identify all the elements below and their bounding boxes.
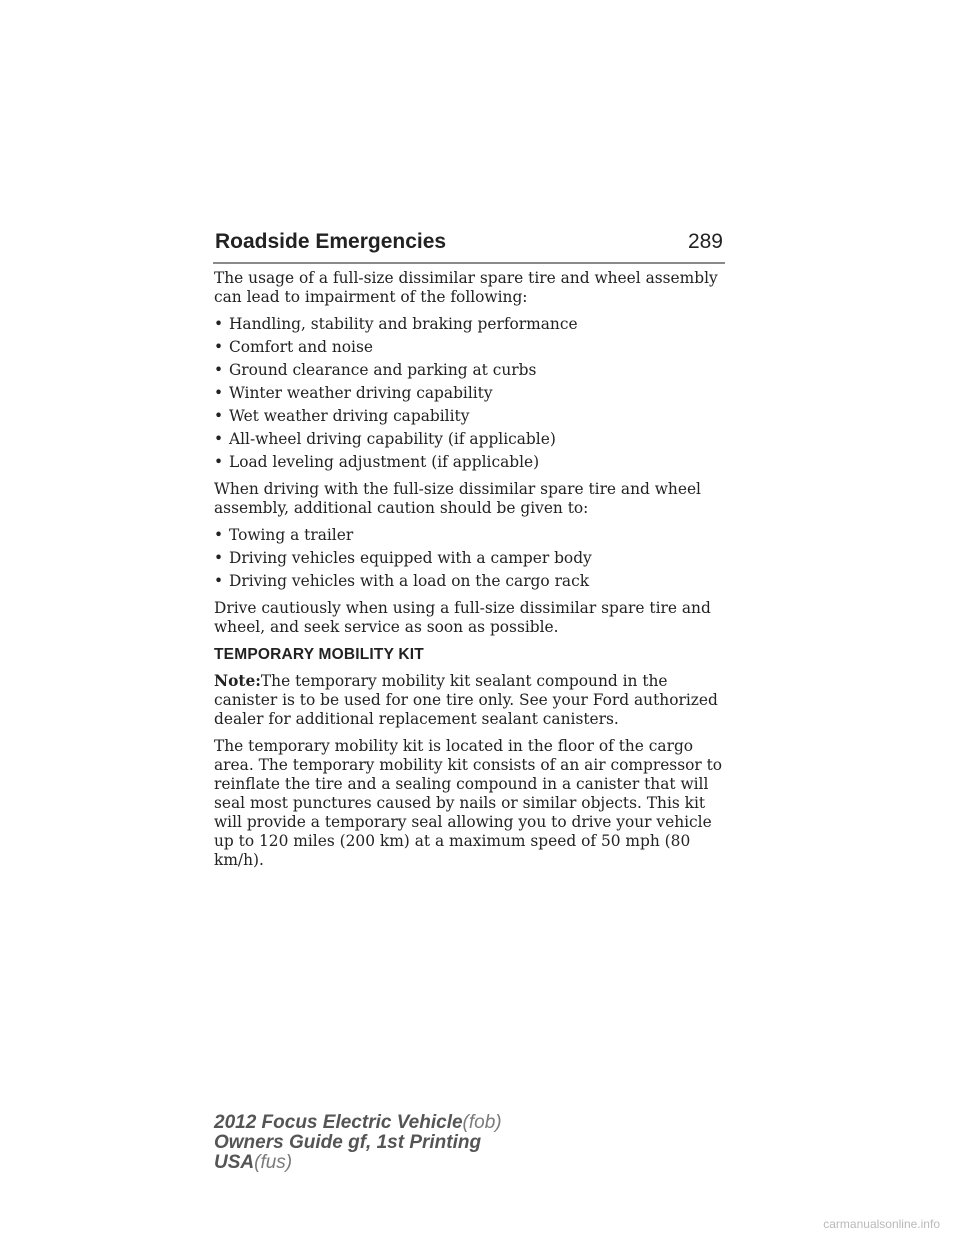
bullet-icon: • [214,338,224,356]
note-text: The temporary mobility kit sealant compound in the canister is to be used for one tire only. See your Ford authorized dealer for additional replacement sealant canisters. [214,672,718,728]
bullet-icon: • [214,549,224,567]
note-paragraph [214,672,726,729]
page-title: Roadside Emergencies [215,230,447,253]
bullet-icon: • [214,407,224,425]
print-footer [214,1113,502,1173]
mobility-kit-paragraph: The temporary mobility kit is located in the floor of the cargo area. The temporary mobility kit consists of an air compressor to reinflate the tire and a sealing compound in a canister that will seal most punctures caused by nails or similar objects. This kit will provide a temporary seal allowing you to drive your vehicle up to 120 miles (200 km) at a maximum speed of 50 mph (80 km/h). [214,737,723,869]
list-item: • Ground clearance and parking at curbs [214,361,537,379]
list-item: • Driving vehicles with a load on the cargo rack [214,572,590,590]
watermark: carmanualsonline.info [823,1217,940,1231]
list-item: • Winter weather driving capability [214,384,493,402]
impairments-list [214,315,726,472]
section-heading: TEMPORARY MOBILITY KIT [214,646,424,663]
bullet-icon: • [214,430,224,448]
bullet-icon: • [214,526,224,544]
list-item: • Comfort and noise [214,338,373,356]
bullet-icon: • [214,315,224,333]
list-item: • All-wheel driving capability (if applicable) [214,430,556,448]
list-item: • Towing a trailer [214,526,354,544]
footer-line-3: USA(fus) [214,1152,293,1173]
footer-line-2: Owners Guide gf, 1st Printing [214,1132,482,1153]
page-header [213,226,725,264]
list-item: • Wet weather driving capability [214,407,470,425]
page-number: 289 [687,230,723,253]
drive-cautiously-paragraph: Drive cautiously when using a full-size dissimilar spare tire and wheel, and seek service as soon as possible. [214,599,711,636]
caution-intro-paragraph: When driving with the full-size dissimilar spare tire and wheel assembly, additional caution should be given to: [214,480,701,517]
footer-line-1: 2012 Focus Electric Vehicle(fob) [214,1112,502,1133]
bullet-icon: • [214,361,224,379]
cautions-list [214,526,726,591]
page-content [214,269,726,878]
list-item: • Handling, stability and braking performance [214,315,578,333]
note-label: Note: [214,672,261,690]
bullet-icon: • [214,572,224,590]
list-item: • Driving vehicles equipped with a camper body [214,549,592,567]
intro-paragraph: The usage of a full-size dissimilar spare tire and wheel assembly can lead to impairment of the following: [214,269,718,306]
list-item: • Load leveling adjustment (if applicable) [214,453,540,471]
bullet-icon: • [214,453,224,471]
bullet-icon: • [214,384,224,402]
